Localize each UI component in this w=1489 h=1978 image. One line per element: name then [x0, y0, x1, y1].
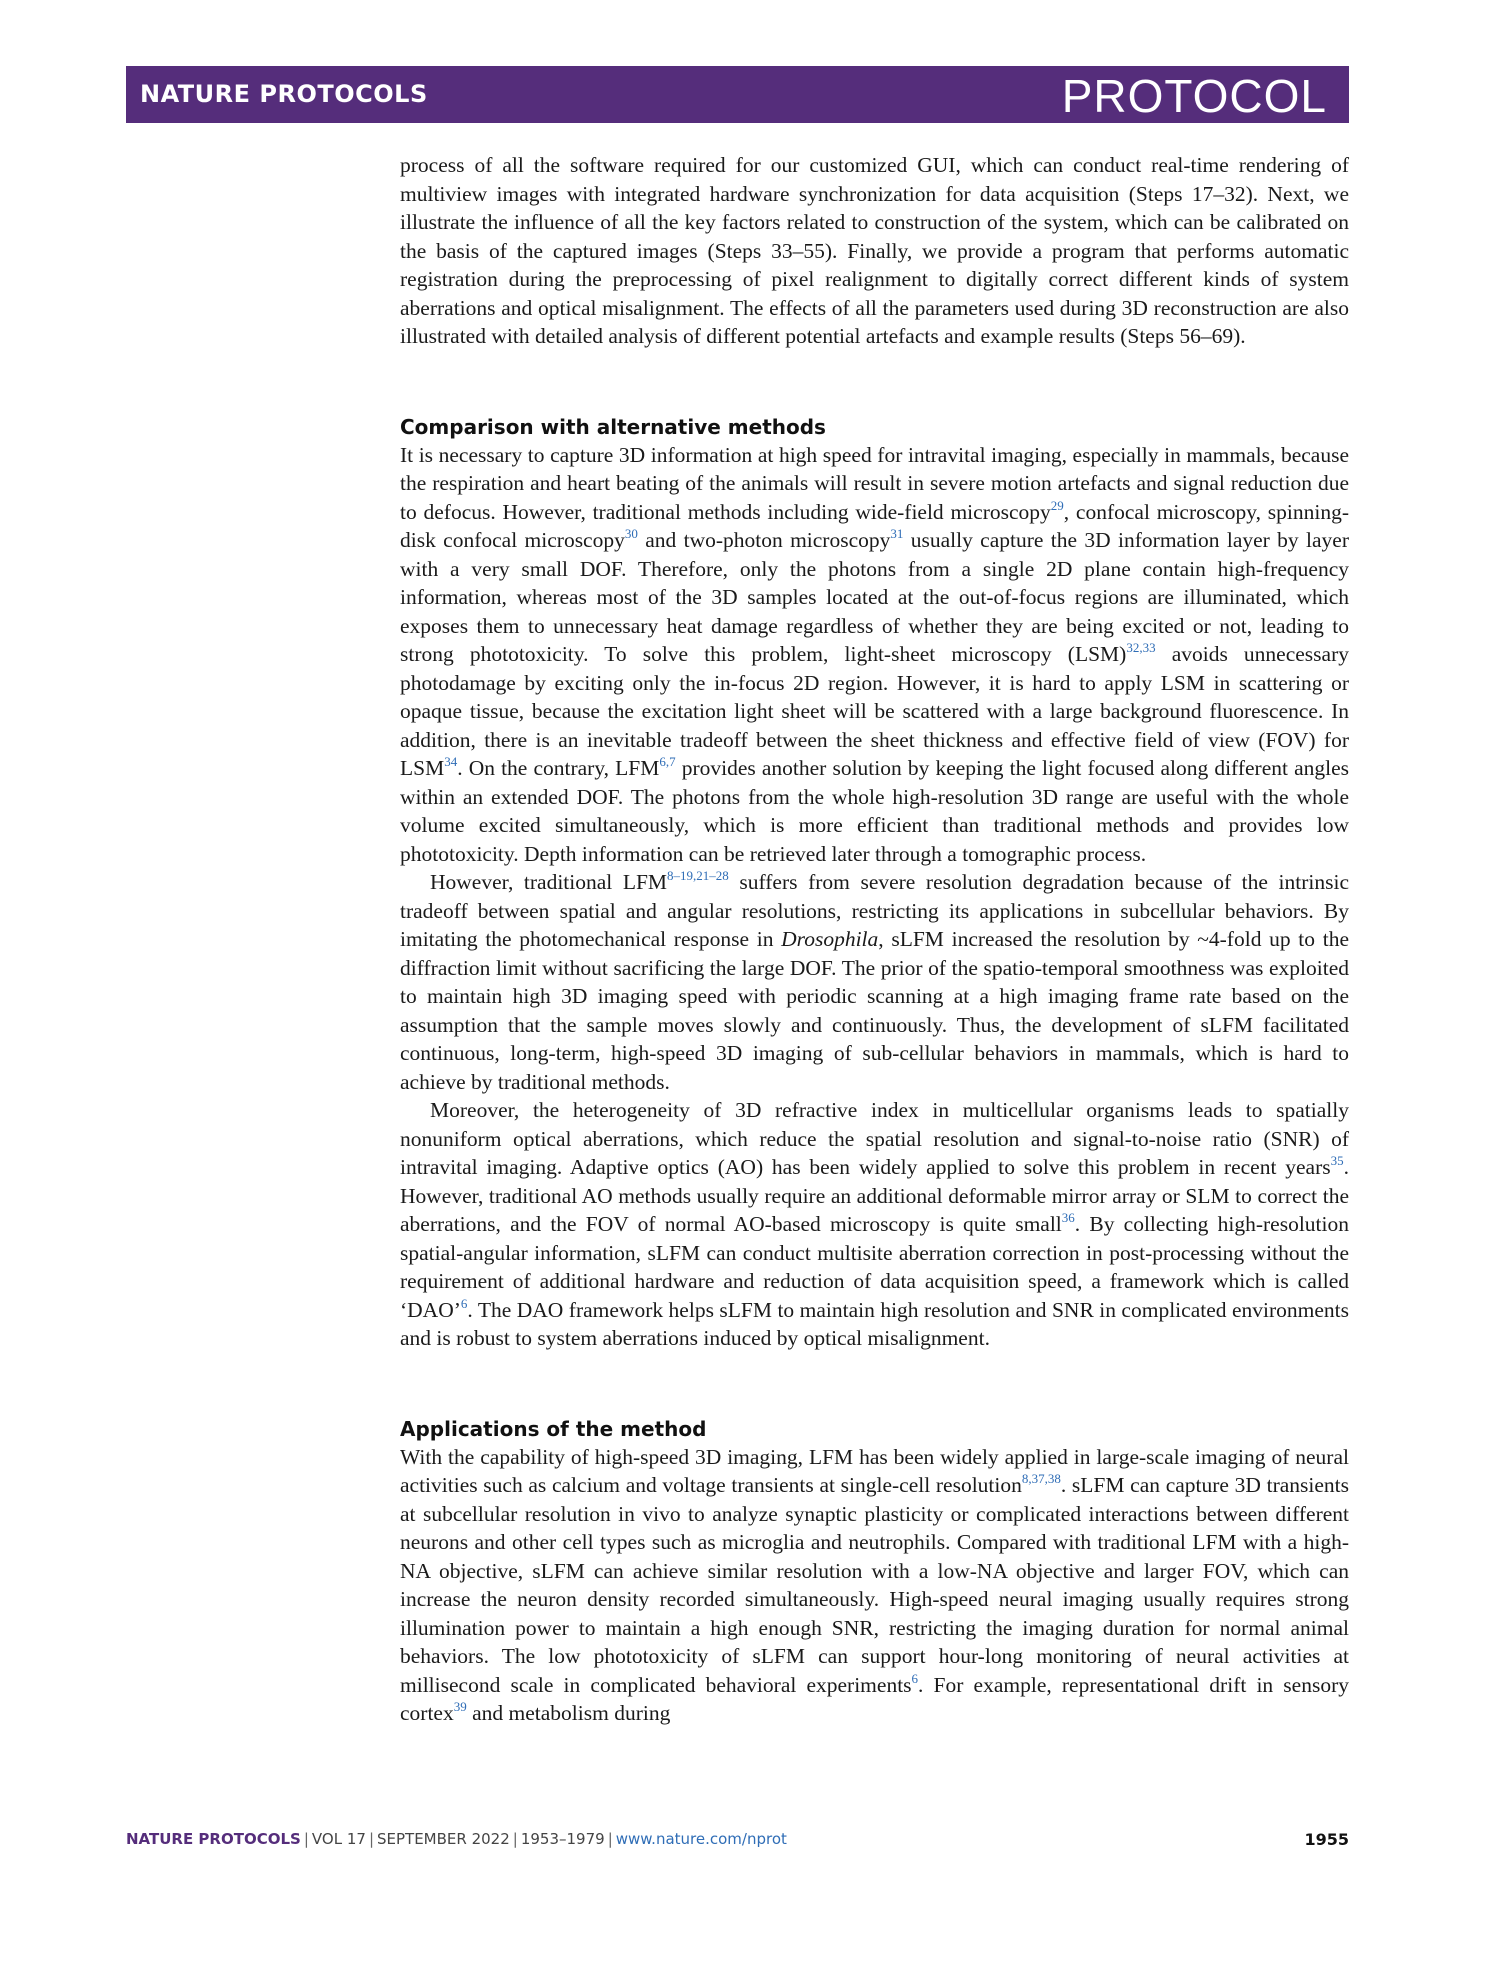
citation-link[interactable]: 29 — [1050, 497, 1064, 513]
page-footer: NATURE PROTOCOLS | VOL 17 | SEPTEMBER 2022 | 1953–1979 | www.nature.com/nprot 1955 — [126, 1830, 1349, 1849]
citation-link[interactable]: 35 — [1330, 1153, 1344, 1168]
citation-link[interactable]: 39 — [453, 1699, 467, 1714]
citation-link[interactable]: 8–19,21–28 — [667, 868, 729, 883]
article-type: PROTOCOL — [1061, 70, 1327, 122]
page-number: 1955 — [1304, 1830, 1349, 1849]
species-name: Drosophila — [781, 927, 879, 951]
paragraph-comparison-2: However, traditional LFM$^{8-19,21-28}$ suffers from severe resolution degradation because of the intrinsic tradeoff between spatial and angular resolutions, restricting its applications in subcellular behaviors. By imitating the photomechanical response in Drosophila, sLFM increased the resolution by ~4-fold up to the diffraction limit without sacrificing the large DOF. The prior of the spatio-temporal smoothness was exploited to maintain high 3D imaging speed with periodic scanning at a high imaging frame rate based on the assumption that the sample moves slowly and continuously. Thus, the development of sLFM facilitated continuous, long-term, high-speed 3D imaging of sub-cellular behaviors in mammals, which is hard to achieve by traditional methods. — [400, 868, 1349, 1094]
section-heading-applications: Applications of the method — [400, 1416, 707, 1441]
citation-link[interactable]: 6 — [460, 1295, 468, 1311]
citation-link[interactable]: 6 — [911, 1670, 919, 1686]
citation-link[interactable]: 31 — [890, 526, 904, 541]
journal-name: NATURE PROTOCOLS — [140, 80, 428, 108]
citation-link[interactable]: 6,7 — [659, 754, 676, 769]
article-body — [400, 151, 1349, 1728]
footer-url-link[interactable]: www.nature.com/nprot — [615, 1830, 787, 1848]
intro-paragraph: process of all the software required for our customized GUI, which can conduct real-time rendering of multiview images with integrated hardware synchronization for data acquisition (Steps 17–32). Next, we illustrate the influence of all the key factors related to construction of the system, which can be calibrated on the basis of the captured images (Steps 33–55). Finally, we provide a program that performs automatic registration during the preprocessing of pixel realignment to digitally correct different kinds of system aberrations and optical misalignment. The effects of all the parameters used during 3D reconstruction are also illustrated with detailed analysis of different potential artefacts and example results (Steps 56–69). — [400, 153, 1349, 348]
citation-link[interactable]: 36 — [1061, 1210, 1075, 1225]
footer-date: SEPTEMBER 2022 — [377, 1830, 510, 1848]
citation-link[interactable]: 34 — [444, 754, 458, 769]
section-heading-comparison: Comparison with alternative methods — [400, 414, 826, 439]
footer-journal: NATURE PROTOCOLS — [126, 1830, 301, 1848]
citation-link[interactable]: 8,37,38 — [1021, 1471, 1061, 1486]
citation-link[interactable]: 32,33 — [1126, 640, 1156, 655]
footer-pages: 1953–1979 — [520, 1830, 605, 1848]
paragraph-applications-1: With the capability of high-speed 3D imaging, LFM has been widely applied in large-scale imaging of neural activities such as calcium and voltage transients at single-cell resolution$^{8,37,38}$. sLFM can capture 3D transients at subcellular resolution in vivo to analyze synaptic plasticity or complicated interactions between different neurons and other cell types such as microglia and neutrophils. Compared with traditional LFM with a high-NA objective, sLFM can achieve similar resolution with a low-NA objective and larger FOV, which can increase the neuron density recorded simultaneously. High-speed neural imaging usually requires strong illumination power to maintain a high enough SNR, restricting the imaging duration for normal animal behaviors. The low phototoxicity of sLFM can support hour-long monitoring of neural activities at millisecond scale in complicated behavioral experiments$^6$. For example, representational drift in sensory cortex$^{39}$ and metabolism during — [400, 1444, 1349, 1725]
footer-volume: VOL 17 — [311, 1830, 366, 1848]
paragraph-comparison-1: It is necessary to capture 3D information at high speed for intravital imaging, especially in mammals, because the respiration and heart beating of the animals will result in severe motion artefacts and signal reduction due to defocus. However, traditional methods including wide-field microscopy$^{29}$, confocal microscopy, spinning-disk confocal microscopy$^{30}$ and two-photon microscopy$^{31}$ usually capture the 3D information layer by layer with a very small DOF. Therefore, only the photons from a single 2D plane contain high-frequency information, whereas most of the 3D samples located at the out-of-focus regions are illuminated, which exposes them to unnecessary heat damage regardless of whether they are being excited or not, leading to strong phototoxicity. To solve this problem, light-sheet microscopy (LSM)$^{32,33}$ avoids unnecessary photodamage by exciting only the in-focus 2D region. However, it is hard to apply LSM in scattering or opaque tissue, because the excitation light sheet will be scattered with a large background fluorescence. In addition, there is an inevitable tradeoff between the sheet thickness and effective field of view (FOV) for LSM$^{34}$. On the contrary, LFM$^{6,7}$ provides another solution by keeping the light focused along different angles within an extended DOF. The photons from the whole high-resolution 3D range are useful with the whole volume excited simultaneously, which is more efficient than traditional methods and provides low phototoxicity. Depth information can be retrieved later through a tomographic process. — [400, 442, 1349, 866]
citation-link[interactable]: 30 — [624, 526, 638, 541]
paragraph-comparison-3: Moreover, the heterogeneity of 3D refractive index in multicellular organisms leads to spatially nonuniform optical aberrations, which reduce the spatial resolution and signal-to-noise ratio (SNR) of intravital imaging. Adaptive optics (AO) has been widely applied to solve this problem in recent years$^{35}$. However, traditional AO methods usually require an additional deformable mirror array or SLM to correct the aberrations, and the FOV of normal AO-based microscopy is quite small$^{36}$. By collecting high-resolution spatial-angular information, sLFM can conduct multisite aberration correction in post-processing without the requirement of additional hardware and reduction of data acquisition speed, a framework which is called ‘DAO’$^6$. The DAO framework helps sLFM to maintain high resolution and SNR in complicated environments and is robust to system aberrations induced by optical misalignment. — [400, 1098, 1349, 1350]
journal-header-bar — [126, 66, 1349, 123]
